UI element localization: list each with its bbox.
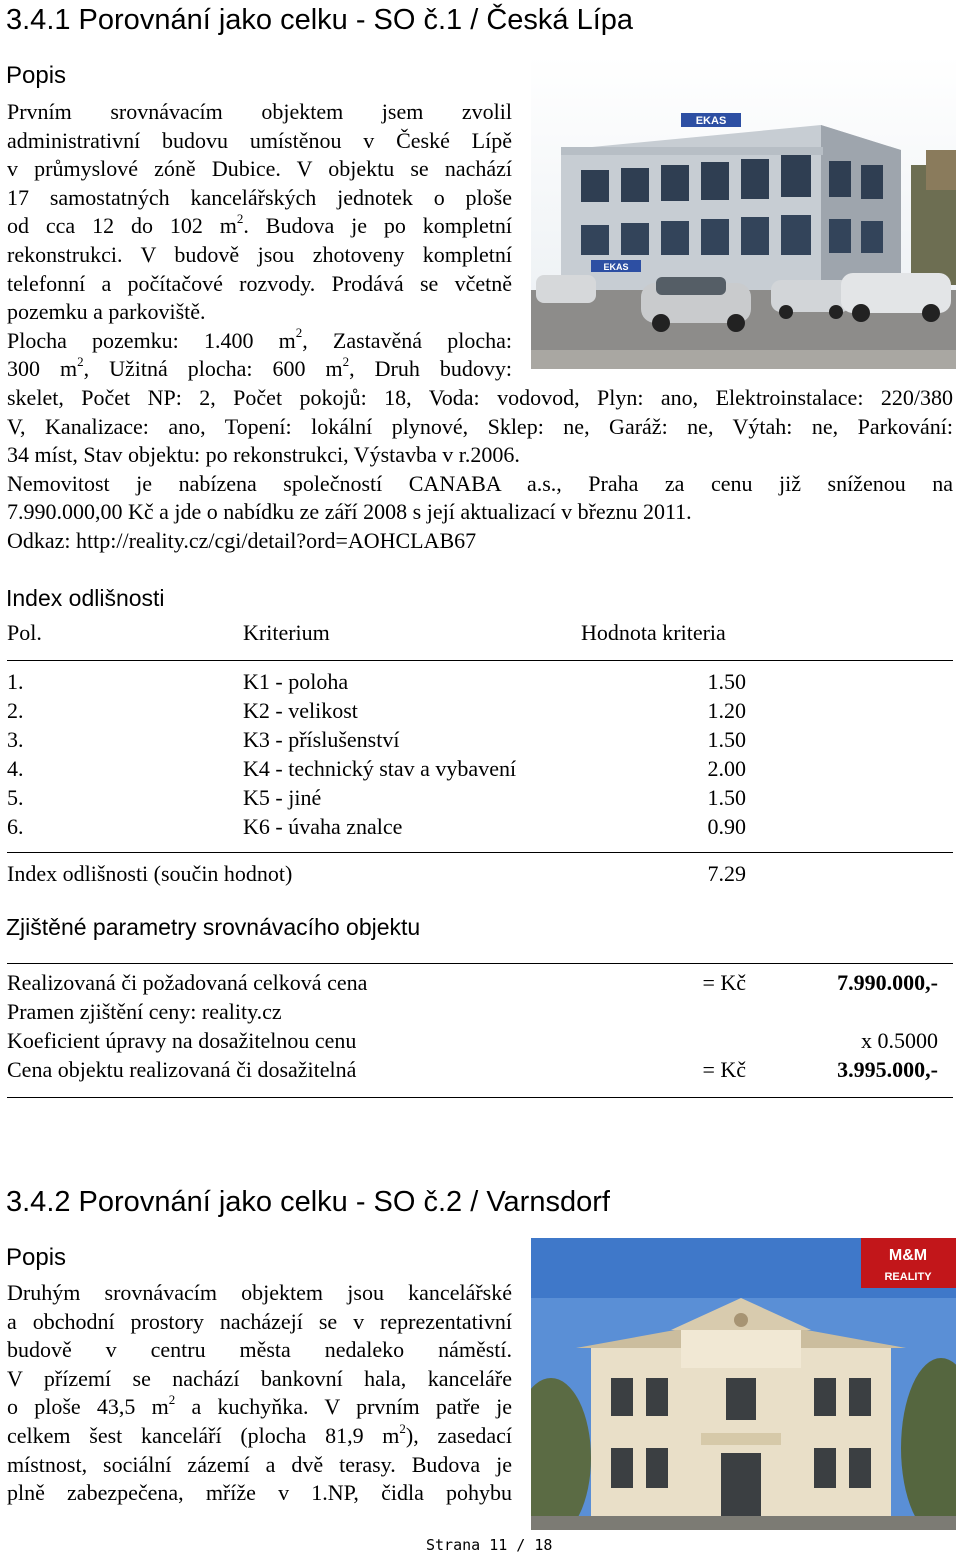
row-value: 1.50 xyxy=(707,669,746,694)
params-heading: Zjištěné parametry srovnávacího objektu xyxy=(6,914,421,940)
row-pol: 1. xyxy=(7,669,24,694)
row-pol: 5. xyxy=(7,785,24,810)
text-line: Prvním srovnávacím objektem jsem zvolil xyxy=(7,99,512,124)
text-line: 300 $m^2$, Užitná plocha: 600 $m^2$, Druh budovy: xyxy=(7,354,512,382)
row-value: 1.50 xyxy=(707,785,746,810)
office-building-illustration xyxy=(531,55,956,369)
row-pol: 6. xyxy=(7,814,24,839)
param-label: Pramen zjištění ceny: reality.cz xyxy=(7,999,282,1024)
row-kriterium: K1 - poloha xyxy=(243,669,349,694)
text-line: 7.990.000,00 Kč a jde o nabídku ze září 2008 s její aktualizací v březnu 2011. xyxy=(7,499,692,525)
table-divider xyxy=(7,660,953,661)
page-number: Strana 11 / 18 xyxy=(426,1536,553,1554)
row-pol: 3. xyxy=(7,727,24,752)
text-line: Plocha pozemku: 1.400 $m^2$, Zastavěná plocha: xyxy=(7,325,512,353)
logo-reality-text: REALITY xyxy=(884,1271,932,1283)
text-line: místnost, sociální zázemí a dvě terasy. Budova je xyxy=(7,1451,512,1477)
text-line: v průmyslové zóně Dubice. V objektu se nachází xyxy=(7,156,512,182)
row-pol: 4. xyxy=(7,756,24,781)
text-line: Nemovitost je nabízena společností CANABA a.s., Praha za cenu již sníženou na xyxy=(7,470,953,496)
text-line: V, Kanalizace: ano, Topení: lokální plynové, Sklep: ne, Garáž: ne, Výtah: ne, Parkování: xyxy=(7,413,953,439)
sign-ekas-bottom: EKAS xyxy=(603,262,629,272)
param-value: 7.990.000,- xyxy=(837,970,938,995)
text-line: od cca 12 do 102 $m^2$. Budova je po kompletní xyxy=(7,211,513,239)
text-line: Odkaz: http://reality.cz/cgi/detail?ord=AOHCLAB67 xyxy=(7,527,477,553)
text-line: telefonní a počítačové rozvody. Prodává se včetně xyxy=(7,270,512,296)
section-2-title: 3.4.2 Porovnání jako celku - SO č.2 / Varnsdorf xyxy=(6,1186,610,1218)
row-pol: 2. xyxy=(7,698,24,723)
param-value: x 0.5000 xyxy=(861,1028,938,1053)
row-kriterium: K4 - technický stav a vybavení xyxy=(243,756,517,781)
param-unit: = Kč xyxy=(702,1057,746,1082)
text-line: a obchodní prostory nacházejí se v reprezentativní xyxy=(7,1308,512,1334)
sign-ekas-top: EKAS xyxy=(695,115,727,127)
text-line: V přízemí se nachází bankovní hala, kanceláře xyxy=(7,1365,512,1391)
text-line: Druhým srovnávacím objektem jsou kancelářské xyxy=(7,1280,512,1305)
row-kriterium: K5 - jiné xyxy=(243,785,322,810)
office-building-photo xyxy=(531,55,956,369)
column-header-kriterium: Kriterium xyxy=(243,620,330,645)
text-line: plně zabezpečena, mříže v 1.NP, čidla pohybu xyxy=(7,1480,512,1506)
text-line: rekonstrukci. V budově jsou zhotoveny kompletní xyxy=(7,241,512,267)
param-unit: = Kč xyxy=(702,970,746,995)
param-value: 3.995.000,- xyxy=(837,1057,938,1082)
index-heading: Index odlišnosti xyxy=(6,585,165,611)
text-line: administrativní budovu umístěnou v České Lípě xyxy=(7,127,512,153)
section-1-title: 3.4.1 Porovnání jako celku - SO č.1 / Česká Lípa xyxy=(6,4,634,36)
text-line: celkem šest kanceláří (plocha 81,9 $m^2$), zasedací xyxy=(7,1420,512,1448)
section-1-description xyxy=(7,98,512,384)
text-line: 17 samostatných kancelářských jednotek o ploše xyxy=(7,184,512,210)
row-kriterium: K2 - velikost xyxy=(243,698,358,723)
column-header-pol: Pol. xyxy=(7,620,42,645)
row-value: 1.50 xyxy=(707,727,746,752)
column-header-hodnota: Hodnota kriteria xyxy=(581,620,726,645)
text-line: 34 míst, Stav objektu: po rekonstrukci, Výstavba v r.2006. xyxy=(7,442,520,468)
table-divider xyxy=(7,1097,953,1098)
row-kriterium: K3 - příslušenství xyxy=(243,727,400,752)
logo-mm-text: M&M xyxy=(888,1247,928,1264)
param-label: Cena objektu realizovaná či dosažitelná xyxy=(7,1057,357,1082)
row-value: 0.90 xyxy=(707,814,746,839)
section-1-details xyxy=(7,384,953,556)
row-value: 2.00 xyxy=(707,756,746,781)
popis-heading: Popis xyxy=(6,62,67,89)
section-2-description xyxy=(7,1279,512,1508)
table-divider xyxy=(7,963,953,964)
row-value: 1.20 xyxy=(707,698,746,723)
text-line: budově v centru města nedaleko náměstí. xyxy=(7,1337,512,1363)
villa-building-illustration xyxy=(531,1238,956,1530)
text-line: o ploše 43,5 $m^2$ a kuchyňka. V prvním patře je xyxy=(7,1392,512,1420)
text-line: pozemku a parkoviště. xyxy=(7,299,206,325)
table-divider xyxy=(7,852,953,853)
param-label: Realizovaná či požadovaná celková cena xyxy=(7,970,368,995)
index-total-value: 7.29 xyxy=(707,861,746,886)
text-line: skelet, Počet NP: 2, Počet pokojů: 18, Voda: vodovod, Plyn: ano, Elektroinstalace: 220/380 xyxy=(7,385,953,410)
villa-building-photo xyxy=(531,1238,956,1530)
row-kriterium: K6 - úvaha znalce xyxy=(243,814,403,839)
param-label: Koeficient úpravy na dosažitelnou cenu xyxy=(7,1028,357,1053)
index-total-label: Index odlišnosti (součin hodnot) xyxy=(7,861,293,886)
popis-heading: Popis xyxy=(6,1244,67,1271)
